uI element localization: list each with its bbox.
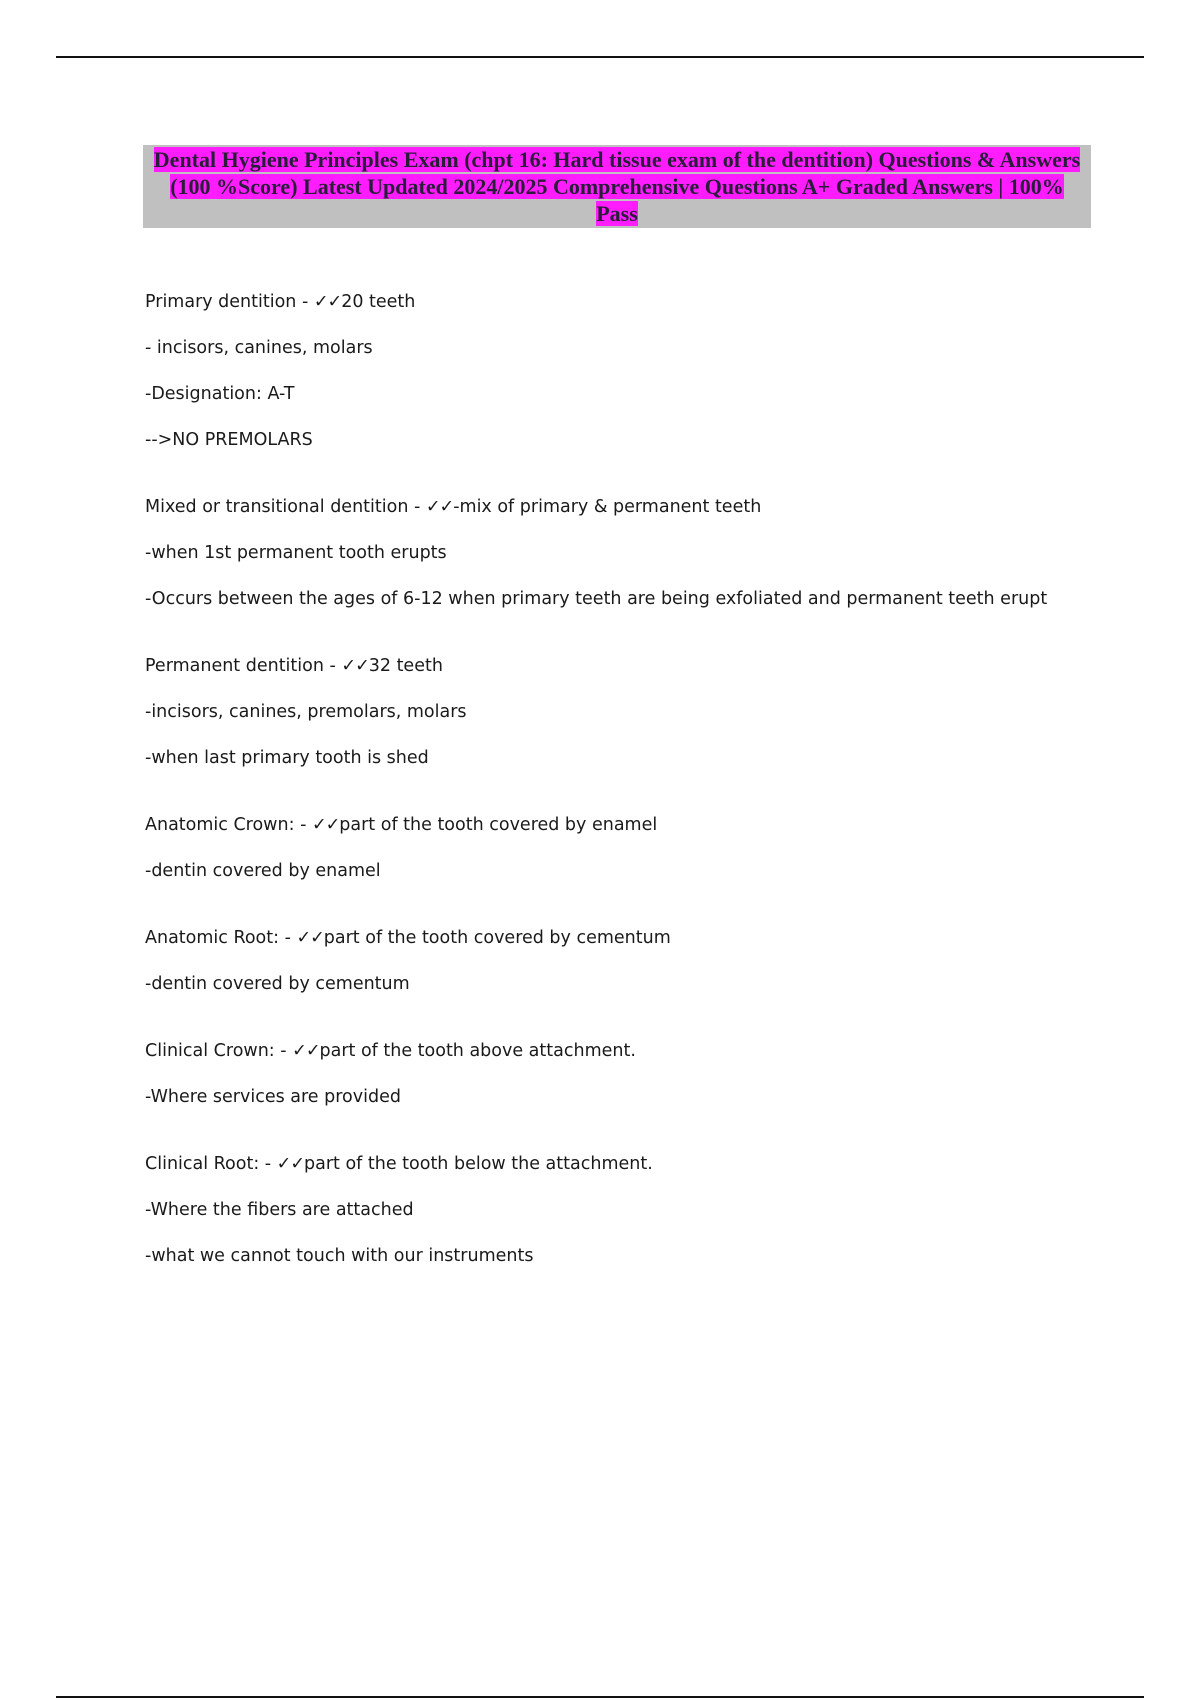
qa-detail: -->NO PREMOLARS	[145, 430, 313, 450]
qa-entry	[145, 1041, 1095, 1107]
qa-list	[145, 292, 1095, 1313]
qa-detail: -Where the fibers are attached	[145, 1200, 414, 1220]
qa-separator: -	[279, 928, 297, 948]
qa-separator: -	[323, 656, 342, 676]
double-check-icon: ✓✓	[276, 1154, 304, 1174]
title-highlight: Dental Hygiene Principles Exam (chpt 16: Hard tissue exam of the dentition) Questions & Answers (100 %Score) Latest Updated 2024/2025 Comprehensive Questions A+ Graded Answers | 100% Pass	[153, 147, 1081, 226]
double-check-icon: ✓✓	[425, 497, 454, 517]
qa-entry	[145, 497, 1095, 609]
qa-separator: -	[408, 497, 426, 517]
double-check-icon: ✓✓	[313, 292, 342, 312]
qa-detail: -Where services are provided	[145, 1087, 401, 1107]
qa-detail: -when 1st permanent tooth erupts	[145, 543, 447, 563]
qa-answer: part of the tooth below the attachment.	[304, 1154, 653, 1174]
qa-answer: 20 teeth	[341, 292, 416, 312]
qa-detail: -Designation: A-T	[145, 384, 295, 404]
qa-separator: -	[274, 1041, 293, 1061]
qa-detail: - incisors, canines, molars	[145, 338, 373, 358]
qa-separator: -	[259, 1154, 277, 1174]
qa-entry	[145, 928, 1095, 994]
qa-question-line	[145, 1041, 1095, 1061]
qa-detail: -dentin covered by enamel	[145, 861, 381, 881]
double-check-icon: ✓✓	[296, 928, 324, 948]
qa-detail: -dentin covered by cementum	[145, 974, 410, 994]
qa-separator: -	[294, 815, 312, 835]
qa-detail: -when last primary tooth is shed	[145, 748, 429, 768]
qa-question-line	[145, 497, 1095, 517]
qa-answer: part of the tooth covered by enamel	[339, 815, 658, 835]
document-title	[151, 146, 1083, 227]
qa-entry	[145, 292, 1095, 450]
qa-term: Mixed or transitional dentition	[145, 497, 409, 517]
double-check-icon: ✓✓	[292, 1041, 320, 1061]
qa-question-line	[145, 292, 1095, 312]
qa-term: Anatomic Crown:	[145, 815, 295, 835]
qa-term: Permanent dentition	[145, 656, 324, 676]
qa-term: Primary dentition	[145, 292, 297, 312]
qa-question-line	[145, 815, 1095, 835]
double-check-icon: ✓✓	[311, 815, 340, 835]
qa-term: Anatomic Root:	[145, 928, 279, 948]
title-banner	[143, 145, 1091, 228]
qa-answer: part of the tooth covered by cementum	[323, 928, 671, 948]
qa-question-line	[145, 928, 1095, 948]
qa-question-line	[145, 1154, 1095, 1174]
qa-detail: -Occurs between the ages of 6-12 when primary teeth are being exfoliated and permanent teeth erupt	[145, 589, 1048, 609]
qa-entry	[145, 815, 1095, 881]
footer-rule	[56, 1696, 1144, 1698]
qa-entry	[145, 1154, 1095, 1266]
double-check-icon: ✓✓	[341, 656, 369, 676]
qa-detail: -incisors, canines, premolars, molars	[145, 702, 467, 722]
qa-answer: part of the tooth above attachment.	[319, 1041, 636, 1061]
qa-entry	[145, 656, 1095, 768]
header-rule	[56, 56, 1144, 58]
qa-detail: -what we cannot touch with our instruments	[145, 1246, 534, 1266]
qa-question-line	[145, 656, 1095, 676]
qa-term: Clinical Root:	[145, 1154, 260, 1174]
qa-answer: 32 teeth	[368, 656, 443, 676]
qa-answer: -mix of primary & permanent teeth	[453, 497, 762, 517]
qa-term: Clinical Crown:	[145, 1041, 275, 1061]
qa-separator: -	[296, 292, 314, 312]
